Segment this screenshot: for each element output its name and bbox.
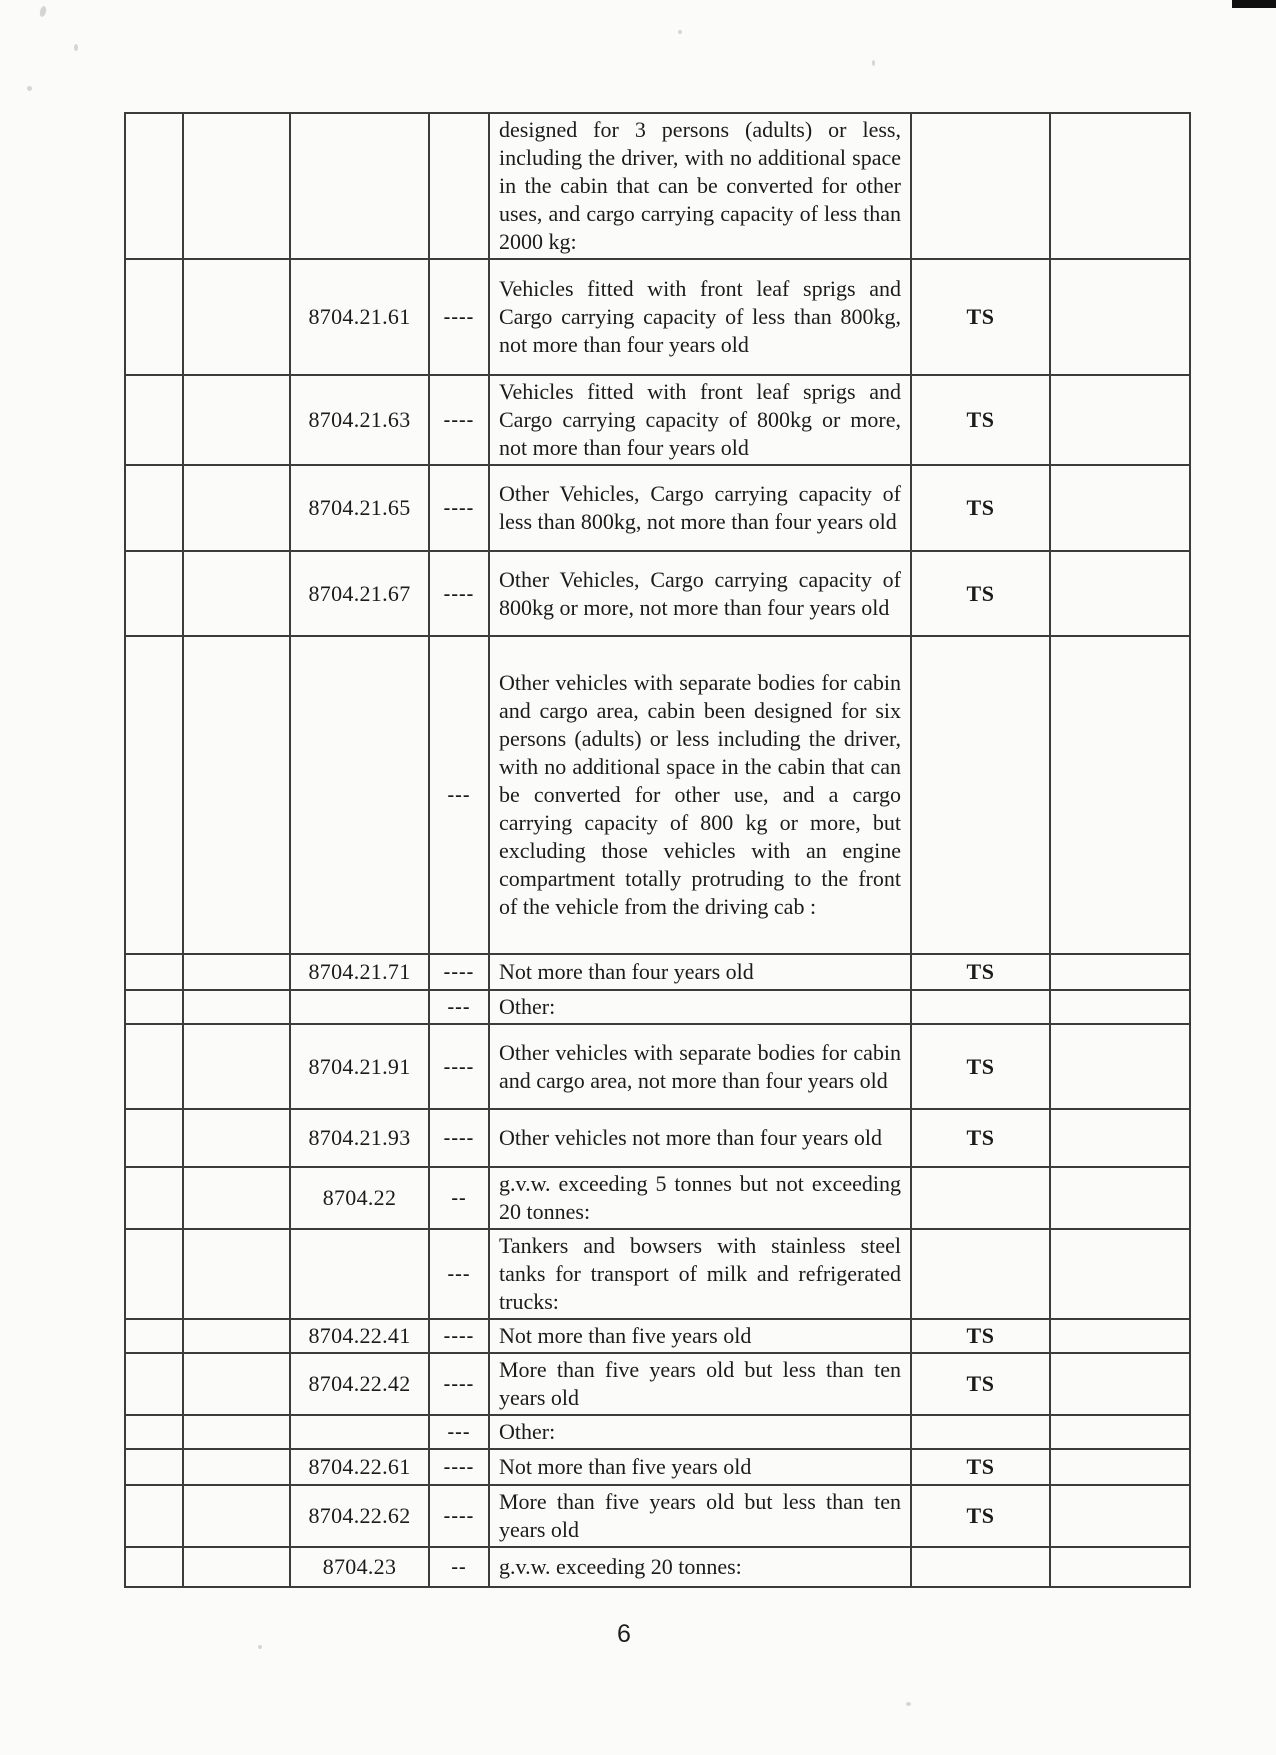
cell-status: [911, 1415, 1050, 1449]
cell-col1-empty: [125, 1353, 183, 1415]
cell-description: Vehicles fitted with front leaf sprigs and Cargo carrying capacity of 800kg or more, not more than four years old: [489, 375, 911, 465]
cell-col2-empty: [183, 1353, 290, 1415]
cell-col7-empty: [1050, 1109, 1190, 1167]
cell-col2-empty: [183, 1167, 290, 1229]
cell-status: TS: [911, 1485, 1050, 1547]
cell-col7-empty: [1050, 990, 1190, 1024]
cell-col2-empty: [183, 636, 290, 954]
table-row: [125, 551, 1190, 636]
cell-col1-empty: [125, 551, 183, 636]
cell-hs-code: [290, 1229, 429, 1319]
cell-col2-empty: [183, 465, 290, 551]
cell-description: Other vehicles not more than four years old: [489, 1109, 911, 1167]
cell-description: Tankers and bowsers with stainless steel tanks for transport of milk and refrigerated trucks:: [489, 1229, 911, 1319]
cell-status: TS: [911, 551, 1050, 636]
cell-col7-empty: [1050, 1415, 1190, 1449]
scan-speck: [39, 5, 47, 17]
table-row: [125, 990, 1190, 1024]
cell-status: TS: [911, 1449, 1050, 1485]
cell-dash-level: ----: [429, 1109, 489, 1167]
cell-status: [911, 113, 1050, 259]
cell-col1-empty: [125, 1449, 183, 1485]
cell-status: [911, 990, 1050, 1024]
cell-col2-empty: [183, 1024, 290, 1109]
table-row: [125, 1229, 1190, 1319]
cell-col1-empty: [125, 259, 183, 375]
cell-col1-empty: [125, 1024, 183, 1109]
cell-col1-empty: [125, 1167, 183, 1229]
cell-hs-code: 8704.22.62: [290, 1485, 429, 1547]
cell-col7-empty: [1050, 1547, 1190, 1587]
cell-description: Other:: [489, 990, 911, 1024]
cell-hs-code: 8704.22.41: [290, 1319, 429, 1353]
cell-status: TS: [911, 375, 1050, 465]
cell-col2-empty: [183, 990, 290, 1024]
cell-hs-code: 8704.22: [290, 1167, 429, 1229]
cell-hs-code: 8704.21.63: [290, 375, 429, 465]
cell-status: TS: [911, 1109, 1050, 1167]
cell-dash-level: ---: [429, 1415, 489, 1449]
cell-hs-code: [290, 636, 429, 954]
cell-col1-empty: [125, 1485, 183, 1547]
cell-description: designed for 3 persons (adults) or less, including the driver, with no additional space in the cabin that can be converted for other uses, and cargo carrying capacity of less than 2000 kg:: [489, 113, 911, 259]
scan-speck: [906, 1702, 911, 1706]
cell-col2-empty: [183, 1449, 290, 1485]
table-row: [125, 259, 1190, 375]
cell-col7-empty: [1050, 1229, 1190, 1319]
cell-description: g.v.w. exceeding 20 tonnes:: [489, 1547, 911, 1587]
cell-status: [911, 1167, 1050, 1229]
cell-col7-empty: [1050, 113, 1190, 259]
cell-hs-code: 8704.22.61: [290, 1449, 429, 1485]
cell-description: Other vehicles with separate bodies for cabin and cargo area, cabin been designed for six persons (adults) or less including the driver, with no additional space in the cabin that can be converted for other use, and a cargo carrying capacity of 800 kg or more, but excluding those vehicles with an engine compartment totally protruding to the front of the vehicle from the driving cab :: [489, 636, 911, 954]
cell-hs-code: 8704.21.61: [290, 259, 429, 375]
cell-dash-level: ----: [429, 1353, 489, 1415]
cell-dash-level: ----: [429, 551, 489, 636]
table-row: [125, 1109, 1190, 1167]
table-row: [125, 1353, 1190, 1415]
cell-dash-level: --: [429, 1167, 489, 1229]
table-row: [125, 1024, 1190, 1109]
table-row: [125, 375, 1190, 465]
scan-speck: [678, 30, 682, 34]
cell-col1-empty: [125, 990, 183, 1024]
cell-hs-code: 8704.21.71: [290, 954, 429, 990]
cell-col2-empty: [183, 1415, 290, 1449]
cell-col7-empty: [1050, 1024, 1190, 1109]
table-row: [125, 1415, 1190, 1449]
cell-col2-empty: [183, 1547, 290, 1587]
cell-col2-empty: [183, 1319, 290, 1353]
cell-hs-code: [290, 990, 429, 1024]
cell-dash-level: ----: [429, 259, 489, 375]
cell-col7-empty: [1050, 1319, 1190, 1353]
cell-col2-empty: [183, 259, 290, 375]
cell-col1-empty: [125, 1415, 183, 1449]
cell-col1-empty: [125, 465, 183, 551]
scan-corner-mark: [1232, 0, 1276, 8]
cell-description: Not more than four years old: [489, 954, 911, 990]
cell-description: Other Vehicles, Cargo carrying capacity of 800kg or more, not more than four years old: [489, 551, 911, 636]
cell-col1-empty: [125, 954, 183, 990]
cell-dash-level: ----: [429, 1024, 489, 1109]
scan-speck: [74, 44, 78, 51]
cell-dash-level: ----: [429, 1485, 489, 1547]
cell-col7-empty: [1050, 1449, 1190, 1485]
cell-col7-empty: [1050, 1485, 1190, 1547]
cell-status: [911, 636, 1050, 954]
cell-col1-empty: [125, 1319, 183, 1353]
table-row: [125, 1449, 1190, 1485]
cell-hs-code: 8704.21.93: [290, 1109, 429, 1167]
cell-col2-empty: [183, 1109, 290, 1167]
cell-col7-empty: [1050, 259, 1190, 375]
cell-dash-level: [429, 113, 489, 259]
cell-col7-empty: [1050, 636, 1190, 954]
cell-description: More than five years old but less than ten years old: [489, 1485, 911, 1547]
cell-col7-empty: [1050, 954, 1190, 990]
cell-status: TS: [911, 954, 1050, 990]
cell-col7-empty: [1050, 375, 1190, 465]
cell-hs-code: 8704.21.67: [290, 551, 429, 636]
cell-col1-empty: [125, 1547, 183, 1587]
cell-col2-empty: [183, 1229, 290, 1319]
cell-status: TS: [911, 465, 1050, 551]
cell-col7-empty: [1050, 1167, 1190, 1229]
cell-col2-empty: [183, 1485, 290, 1547]
cell-dash-level: ----: [429, 1319, 489, 1353]
cell-hs-code: 8704.22.42: [290, 1353, 429, 1415]
cell-dash-level: ----: [429, 1449, 489, 1485]
cell-description: Not more than five years old: [489, 1319, 911, 1353]
cell-status: [911, 1547, 1050, 1587]
cell-col7-empty: [1050, 465, 1190, 551]
cell-description: Vehicles fitted with front leaf sprigs and Cargo carrying capacity of less than 800kg, not more than four years old: [489, 259, 911, 375]
table-row: [125, 465, 1190, 551]
cell-description: Not more than five years old: [489, 1449, 911, 1485]
cell-status: TS: [911, 1319, 1050, 1353]
cell-col1-empty: [125, 1109, 183, 1167]
cell-dash-level: ----: [429, 375, 489, 465]
cell-dash-level: ----: [429, 465, 489, 551]
cell-dash-level: --: [429, 1547, 489, 1587]
cell-hs-code: 8704.23: [290, 1547, 429, 1587]
cell-dash-level: ---: [429, 636, 489, 954]
cell-status: TS: [911, 1024, 1050, 1109]
table-row: [125, 636, 1190, 954]
page-number: 6: [617, 1620, 631, 1648]
table-row: [125, 1319, 1190, 1353]
table-row: [125, 1547, 1190, 1587]
cell-hs-code: 8704.21.65: [290, 465, 429, 551]
cell-col1-empty: [125, 1229, 183, 1319]
cell-description: Other vehicles with separate bodies for cabin and cargo area, not more than four years old: [489, 1024, 911, 1109]
cell-col1-empty: [125, 636, 183, 954]
cell-hs-code: 8704.21.91: [290, 1024, 429, 1109]
cell-col2-empty: [183, 954, 290, 990]
table-row: [125, 1167, 1190, 1229]
cell-description: g.v.w. exceeding 5 tonnes but not exceeding 20 tonnes:: [489, 1167, 911, 1229]
cell-description: More than five years old but less than ten years old: [489, 1353, 911, 1415]
tariff-table-body: [125, 113, 1190, 1587]
table-row: [125, 113, 1190, 259]
cell-dash-level: ---: [429, 1229, 489, 1319]
cell-description: Other Vehicles, Cargo carrying capacity of less than 800kg, not more than four years old: [489, 465, 911, 551]
cell-col1-empty: [125, 113, 183, 259]
cell-hs-code: [290, 113, 429, 259]
cell-status: TS: [911, 259, 1050, 375]
cell-status: TS: [911, 1353, 1050, 1415]
cell-status: [911, 1229, 1050, 1319]
cell-col2-empty: [183, 375, 290, 465]
cell-col2-empty: [183, 551, 290, 636]
scan-speck: [27, 86, 32, 91]
tariff-table: [124, 112, 1191, 1588]
cell-hs-code: [290, 1415, 429, 1449]
cell-col7-empty: [1050, 1353, 1190, 1415]
scan-speck: [872, 60, 875, 66]
cell-col1-empty: [125, 375, 183, 465]
table-row: [125, 954, 1190, 990]
cell-dash-level: ----: [429, 954, 489, 990]
cell-col2-empty: [183, 113, 290, 259]
cell-dash-level: ---: [429, 990, 489, 1024]
cell-description: Other:: [489, 1415, 911, 1449]
table-row: [125, 1485, 1190, 1547]
cell-col7-empty: [1050, 551, 1190, 636]
